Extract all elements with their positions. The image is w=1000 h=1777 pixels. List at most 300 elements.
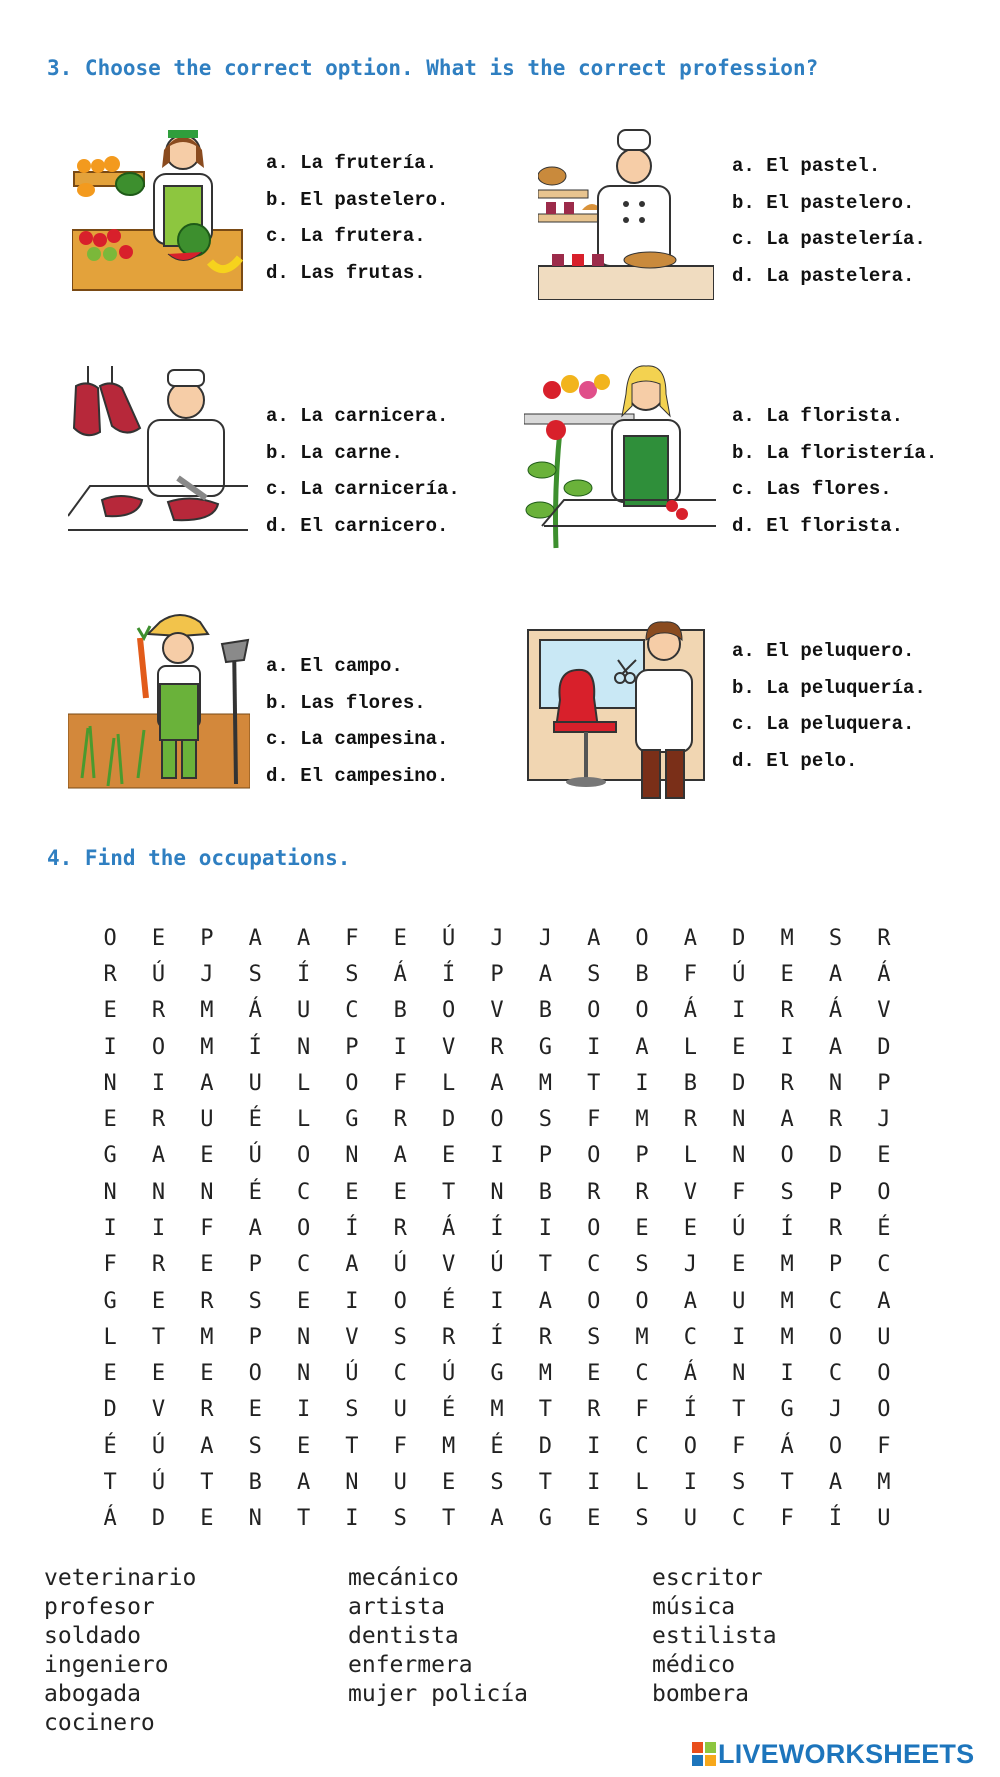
grid-letter[interactable]: U [200,1107,214,1133]
grid-letter[interactable]: T [442,1179,456,1205]
grid-letter[interactable]: O [248,1361,262,1387]
grid-letter[interactable]: O [587,1215,601,1241]
grid-letter[interactable]: R [393,1107,407,1133]
grid-letter[interactable]: É [877,1215,891,1241]
grid-letter[interactable]: C [683,1324,698,1350]
grid-letter[interactable]: I [151,1215,166,1241]
grid-letter[interactable]: O [151,1034,166,1060]
grid-letter[interactable]: T [442,1506,456,1532]
option-c[interactable]: c. La carnicería. [266,478,460,500]
grid-letter[interactable]: A [345,1252,359,1278]
grid-letter[interactable]: T [103,1470,117,1496]
grid-letter[interactable]: U [877,1324,891,1350]
grid-letter[interactable]: L [635,1470,649,1496]
grid-letter[interactable]: R [151,998,166,1024]
grid-letter[interactable]: R [151,1252,166,1278]
grid-letter[interactable]: J [200,961,214,987]
grid-letter[interactable]: C [296,1252,311,1278]
grid-letter[interactable]: A [296,925,311,951]
option-d[interactable]: d. La pastelera. [732,264,915,287]
grid-letter[interactable]: M [538,1070,552,1096]
grid-letter[interactable]: Ú [732,1215,746,1241]
grid-letter[interactable]: Á [248,998,262,1024]
grid-letter[interactable]: N [103,1070,117,1096]
grid-letter[interactable]: N [248,1506,262,1532]
liveworksheets-logo[interactable] [692,1738,992,1770]
option-a[interactable]: a. La carnicera. [266,405,449,427]
grid-letter[interactable]: J [828,1397,843,1423]
grid-letter[interactable]: P [828,1252,843,1278]
grid-letter[interactable]: I [587,1034,601,1060]
grid-letter[interactable]: B [248,1470,262,1496]
grid-letter[interactable]: A [490,1070,504,1096]
grid-letter[interactable]: R [151,1107,166,1133]
grid-letter[interactable]: Á [393,961,407,987]
grid-letter[interactable]: U [683,1506,698,1532]
grid-letter[interactable]: R [103,961,117,987]
grid-letter[interactable]: Ú [490,1252,504,1278]
option-a[interactable]: a. El peluquero. [732,640,915,662]
grid-letter[interactable]: A [248,925,262,951]
grid-letter[interactable]: O [877,1179,891,1205]
grid-letter[interactable]: A [828,1470,843,1496]
grid-letter[interactable]: S [248,1433,262,1459]
grid-letter[interactable]: B [683,1070,698,1096]
grid-letter[interactable]: Á [780,1433,794,1459]
grid-letter[interactable]: B [635,961,649,987]
grid-letter[interactable]: A [828,1034,843,1060]
grid-letter[interactable]: R [780,1070,794,1096]
grid-letter[interactable]: A [877,1288,891,1314]
grid-letter[interactable]: D [538,1433,552,1459]
grid-letter[interactable]: M [200,1324,214,1350]
grid-letter[interactable]: E [200,1361,214,1387]
grid-letter[interactable]: M [538,1361,552,1387]
grid-letter[interactable]: I [780,1034,794,1060]
grid-letter[interactable]: N [296,1361,311,1387]
grid-letter[interactable]: U [248,1070,262,1096]
option-b[interactable]: b. Las flores. [266,691,426,714]
grid-letter[interactable]: E [345,1179,359,1205]
grid-letter[interactable]: S [780,1179,794,1205]
grid-letter[interactable]: R [587,1397,601,1423]
grid-letter[interactable]: G [103,1143,117,1169]
grid-letter[interactable]: R [587,1179,601,1205]
grid-letter[interactable]: V [877,998,891,1024]
grid-letter[interactable]: E [103,998,117,1024]
grid-letter[interactable]: T [780,1470,794,1496]
grid-letter[interactable]: S [587,1324,601,1350]
grid-letter[interactable]: L [103,1324,117,1350]
grid-letter[interactable]: N [490,1179,504,1205]
grid-letter[interactable]: R [828,1107,843,1133]
grid-letter[interactable]: A [683,925,698,951]
grid-letter[interactable]: O [490,1107,504,1133]
option-b[interactable]: b. La carne. [266,441,403,464]
grid-letter[interactable]: E [732,1034,746,1060]
grid-letter[interactable]: G [538,1506,552,1532]
grid-letter[interactable]: A [635,1034,649,1060]
grid-letter[interactable]: Ú [151,1433,166,1459]
grid-letter[interactable]: S [635,1252,649,1278]
grid-letter[interactable]: R [538,1324,552,1350]
grid-letter[interactable]: O [442,998,456,1024]
option-c[interactable]: c. La peluquera. [732,713,915,735]
grid-letter[interactable]: O [828,1433,843,1459]
grid-letter[interactable]: A [200,1070,214,1096]
grid-letter[interactable]: L [296,1107,311,1133]
grid-letter[interactable]: I [490,1288,504,1314]
grid-letter[interactable]: S [635,1506,649,1532]
grid-letter[interactable]: G [490,1361,504,1387]
grid-letter[interactable]: E [151,925,166,951]
grid-letter[interactable]: É [442,1397,456,1423]
grid-letter[interactable]: F [732,1179,746,1205]
grid-letter[interactable]: É [248,1107,262,1133]
grid-letter[interactable]: P [538,1143,552,1169]
grid-letter[interactable]: C [635,1433,649,1459]
grid-letter[interactable]: Í [248,1034,262,1060]
grid-letter[interactable]: I [732,998,746,1024]
grid-letter[interactable]: R [393,1215,407,1241]
grid-letter[interactable]: C [828,1361,843,1387]
grid-letter[interactable]: D [732,925,746,951]
grid-letter[interactable]: I [345,1506,359,1532]
grid-letter[interactable]: V [442,1034,456,1060]
grid-letter[interactable]: J [538,925,552,951]
grid-letter[interactable]: Ú [151,961,166,987]
grid-letter[interactable]: R [683,1107,698,1133]
grid-letter[interactable]: Í [683,1397,698,1423]
grid-letter[interactable]: E [296,1288,311,1314]
grid-letter[interactable]: Á [828,998,843,1024]
grid-letter[interactable]: C [732,1506,746,1532]
grid-letter[interactable]: R [200,1397,214,1423]
grid-letter[interactable]: N [345,1143,359,1169]
grid-letter[interactable]: L [296,1070,311,1096]
grid-letter[interactable]: E [587,1361,601,1387]
grid-letter[interactable]: O [587,998,601,1024]
grid-letter[interactable]: O [296,1143,311,1169]
grid-letter[interactable]: O [296,1215,311,1241]
grid-letter[interactable]: Í [490,1324,504,1350]
grid-letter[interactable]: Ú [248,1143,262,1169]
grid-letter[interactable]: C [635,1361,649,1387]
grid-letter[interactable]: M [200,998,214,1024]
grid-letter[interactable]: E [393,1179,407,1205]
grid-letter[interactable]: I [538,1215,552,1241]
grid-letter[interactable]: Í [442,961,456,987]
grid-letter[interactable]: O [780,1143,794,1169]
grid-letter[interactable]: Á [683,998,698,1024]
grid-letter[interactable]: N [151,1179,166,1205]
grid-letter[interactable]: C [296,1179,311,1205]
grid-letter[interactable]: U [393,1470,407,1496]
grid-letter[interactable]: R [780,998,794,1024]
grid-letter[interactable]: N [200,1179,214,1205]
grid-letter[interactable]: O [683,1433,698,1459]
grid-letter[interactable]: N [732,1107,746,1133]
option-a[interactable]: a. La florista. [732,405,904,427]
grid-letter[interactable]: I [780,1361,794,1387]
grid-letter[interactable]: L [442,1070,456,1096]
grid-letter[interactable]: I [296,1397,311,1423]
grid-letter[interactable]: D [828,1143,843,1169]
grid-letter[interactable]: I [490,1143,504,1169]
grid-letter[interactable]: E [635,1215,649,1241]
grid-letter[interactable]: P [345,1034,359,1060]
option-c[interactable]: c. La frutera. [266,225,426,247]
grid-letter[interactable]: N [345,1470,359,1496]
grid-letter[interactable]: E [296,1433,311,1459]
grid-letter[interactable]: A [828,961,843,987]
grid-letter[interactable]: J [683,1252,698,1278]
grid-letter[interactable]: S [248,961,262,987]
grid-letter[interactable]: I [345,1288,359,1314]
grid-letter[interactable]: I [151,1070,166,1096]
grid-letter[interactable]: A [393,1143,407,1169]
grid-letter[interactable]: M [780,925,794,951]
grid-letter[interactable]: R [635,1179,649,1205]
grid-letter[interactable]: T [200,1470,214,1496]
grid-letter[interactable]: V [151,1397,166,1423]
grid-letter[interactable]: B [538,1179,552,1205]
grid-letter[interactable]: P [877,1070,891,1096]
grid-letter[interactable]: F [345,925,359,951]
grid-letter[interactable]: Í [490,1215,504,1241]
option-d[interactable]: d. El carnicero. [266,514,449,537]
grid-letter[interactable]: Ú [393,1252,407,1278]
grid-letter[interactable]: S [345,961,359,987]
grid-letter[interactable]: F [877,1433,891,1459]
grid-letter[interactable]: E [732,1252,746,1278]
grid-letter[interactable]: Í [345,1215,359,1241]
grid-letter[interactable]: D [732,1070,746,1096]
option-d[interactable]: d. Las frutas. [266,261,426,284]
grid-letter[interactable]: N [732,1143,746,1169]
grid-letter[interactable]: E [103,1107,117,1133]
grid-letter[interactable]: Ú [732,961,746,987]
grid-letter[interactable]: U [732,1288,746,1314]
grid-letter[interactable]: I [103,1215,117,1241]
grid-letter[interactable]: Ú [442,1361,456,1387]
option-a[interactable]: a. La frutería. [266,152,438,174]
grid-letter[interactable]: Í [780,1215,794,1241]
grid-letter[interactable]: P [200,925,214,951]
grid-letter[interactable]: R [877,925,891,951]
grid-letter[interactable]: S [538,1107,552,1133]
grid-letter[interactable]: V [345,1324,359,1350]
option-a[interactable]: a. El pastel. [732,155,881,177]
option-b[interactable]: b. El pastelero. [266,188,449,211]
grid-letter[interactable]: A [490,1506,504,1532]
option-a[interactable]: a. El campo. [266,655,403,677]
grid-letter[interactable]: A [587,925,601,951]
grid-letter[interactable]: É [248,1179,262,1205]
grid-letter[interactable]: A [248,1215,262,1241]
grid-letter[interactable]: A [538,1288,552,1314]
grid-letter[interactable]: I [683,1470,698,1496]
grid-letter[interactable]: N [732,1361,746,1387]
grid-letter[interactable]: E [200,1252,214,1278]
grid-letter[interactable]: C [828,1288,843,1314]
grid-letter[interactable]: Í [828,1506,843,1532]
grid-letter[interactable]: G [780,1397,794,1423]
grid-letter[interactable]: F [393,1070,407,1096]
grid-letter[interactable]: M [780,1288,794,1314]
grid-letter[interactable]: Í [296,961,311,987]
grid-letter[interactable]: D [151,1506,166,1532]
grid-letter[interactable]: E [683,1215,698,1241]
grid-letter[interactable]: I [587,1470,601,1496]
grid-letter[interactable]: D [103,1397,117,1423]
grid-letter[interactable]: A [151,1143,166,1169]
grid-letter[interactable]: Ú [442,925,456,951]
option-c[interactable]: c. La pastelería. [732,228,926,250]
option-d[interactable]: d. El campesino. [266,764,449,787]
grid-letter[interactable]: O [635,998,649,1024]
grid-letter[interactable]: G [538,1034,552,1060]
grid-letter[interactable]: F [780,1506,794,1532]
grid-letter[interactable]: T [732,1397,746,1423]
grid-letter[interactable]: J [490,925,504,951]
grid-letter[interactable]: M [877,1470,891,1496]
grid-letter[interactable]: E [442,1143,456,1169]
grid-letter[interactable]: É [442,1288,456,1314]
grid-letter[interactable]: S [732,1470,746,1496]
grid-letter[interactable]: Ú [151,1470,166,1496]
grid-letter[interactable]: F [635,1397,649,1423]
grid-letter[interactable]: Á [442,1215,456,1241]
grid-letter[interactable]: R [828,1215,843,1241]
grid-letter[interactable]: O [103,925,117,951]
grid-letter[interactable]: O [828,1324,843,1350]
grid-letter[interactable]: S [345,1397,359,1423]
grid-letter[interactable]: N [296,1324,311,1350]
grid-letter[interactable]: O [635,925,649,951]
grid-letter[interactable]: F [393,1433,407,1459]
grid-letter[interactable]: E [151,1361,166,1387]
grid-letter[interactable]: I [635,1070,649,1096]
grid-letter[interactable]: T [151,1324,166,1350]
grid-letter[interactable]: L [683,1143,698,1169]
grid-letter[interactable]: T [538,1252,552,1278]
grid-letter[interactable]: Á [103,1506,117,1532]
grid-letter[interactable]: S [393,1506,407,1532]
grid-letter[interactable]: E [393,925,407,951]
grid-letter[interactable]: F [200,1215,214,1241]
grid-letter[interactable]: E [248,1397,262,1423]
grid-letter[interactable]: T [587,1070,601,1096]
grid-letter[interactable]: É [103,1433,117,1459]
grid-letter[interactable]: P [635,1143,649,1169]
grid-letter[interactable]: I [587,1433,601,1459]
grid-letter[interactable]: E [587,1506,601,1532]
grid-letter[interactable]: N [296,1034,311,1060]
grid-letter[interactable]: F [683,961,698,987]
option-c[interactable]: c. La campesina. [266,728,449,750]
option-d[interactable]: d. El pelo. [732,749,858,772]
grid-letter[interactable]: N [103,1179,117,1205]
grid-letter[interactable]: M [635,1324,649,1350]
grid-letter[interactable]: C [393,1361,407,1387]
grid-letter[interactable]: Ú [345,1361,359,1387]
grid-letter[interactable]: O [393,1288,407,1314]
grid-letter[interactable]: O [877,1361,891,1387]
grid-letter[interactable]: V [490,998,504,1024]
grid-letter[interactable]: O [877,1397,891,1423]
grid-letter[interactable]: I [732,1324,746,1350]
grid-letter[interactable]: E [780,961,794,987]
grid-letter[interactable]: A [538,961,552,987]
grid-letter[interactable]: I [103,1034,117,1060]
grid-letter[interactable]: G [345,1107,359,1133]
grid-letter[interactable]: A [683,1288,698,1314]
option-c[interactable]: c. Las flores. [732,478,892,500]
grid-letter[interactable]: M [635,1107,649,1133]
grid-letter[interactable]: U [296,998,311,1024]
grid-letter[interactable]: T [296,1506,311,1532]
grid-letter[interactable]: O [635,1288,649,1314]
grid-letter[interactable]: T [345,1433,359,1459]
grid-letter[interactable]: E [200,1506,214,1532]
grid-letter[interactable]: O [587,1143,601,1169]
grid-letter[interactable]: C [877,1252,891,1278]
grid-letter[interactable]: S [828,925,843,951]
grid-letter[interactable]: E [200,1143,214,1169]
grid-letter[interactable]: F [587,1107,601,1133]
grid-letter[interactable]: M [780,1252,794,1278]
grid-letter[interactable]: O [345,1070,359,1096]
grid-letter[interactable]: E [877,1143,891,1169]
option-b[interactable]: b. La floristería. [732,441,938,464]
option-b[interactable]: b. El pastelero. [732,191,915,214]
grid-letter[interactable]: M [200,1034,214,1060]
grid-letter[interactable]: R [442,1324,456,1350]
grid-letter[interactable]: P [248,1324,262,1350]
grid-letter[interactable]: E [151,1288,166,1314]
grid-letter[interactable]: D [877,1034,891,1060]
option-d[interactable]: d. El florista. [732,514,904,537]
grid-letter[interactable]: A [780,1107,794,1133]
grid-letter[interactable]: R [490,1034,504,1060]
grid-letter[interactable]: D [442,1107,456,1133]
grid-letter[interactable]: F [732,1433,746,1459]
grid-letter[interactable]: M [442,1433,456,1459]
grid-letter[interactable]: C [587,1252,601,1278]
grid-letter[interactable]: É [490,1433,504,1459]
grid-letter[interactable]: A [296,1470,311,1496]
grid-letter[interactable]: U [393,1397,407,1423]
grid-letter[interactable]: U [877,1506,891,1532]
grid-letter[interactable]: N [828,1070,843,1096]
grid-letter[interactable]: Á [683,1361,698,1387]
grid-letter[interactable]: V [442,1252,456,1278]
grid-letter[interactable]: V [683,1179,698,1205]
grid-letter[interactable]: G [103,1288,117,1314]
grid-letter[interactable]: C [345,998,359,1024]
option-b[interactable]: b. La peluquería. [732,676,926,699]
grid-letter[interactable]: L [683,1034,698,1060]
grid-letter[interactable]: S [248,1288,262,1314]
grid-letter[interactable]: J [877,1107,891,1133]
grid-letter[interactable]: M [780,1324,794,1350]
grid-letter[interactable]: T [538,1397,552,1423]
grid-letter[interactable]: F [103,1252,117,1278]
grid-letter[interactable]: S [490,1470,504,1496]
grid-letter[interactable]: B [393,998,407,1024]
grid-letter[interactable]: O [587,1288,601,1314]
